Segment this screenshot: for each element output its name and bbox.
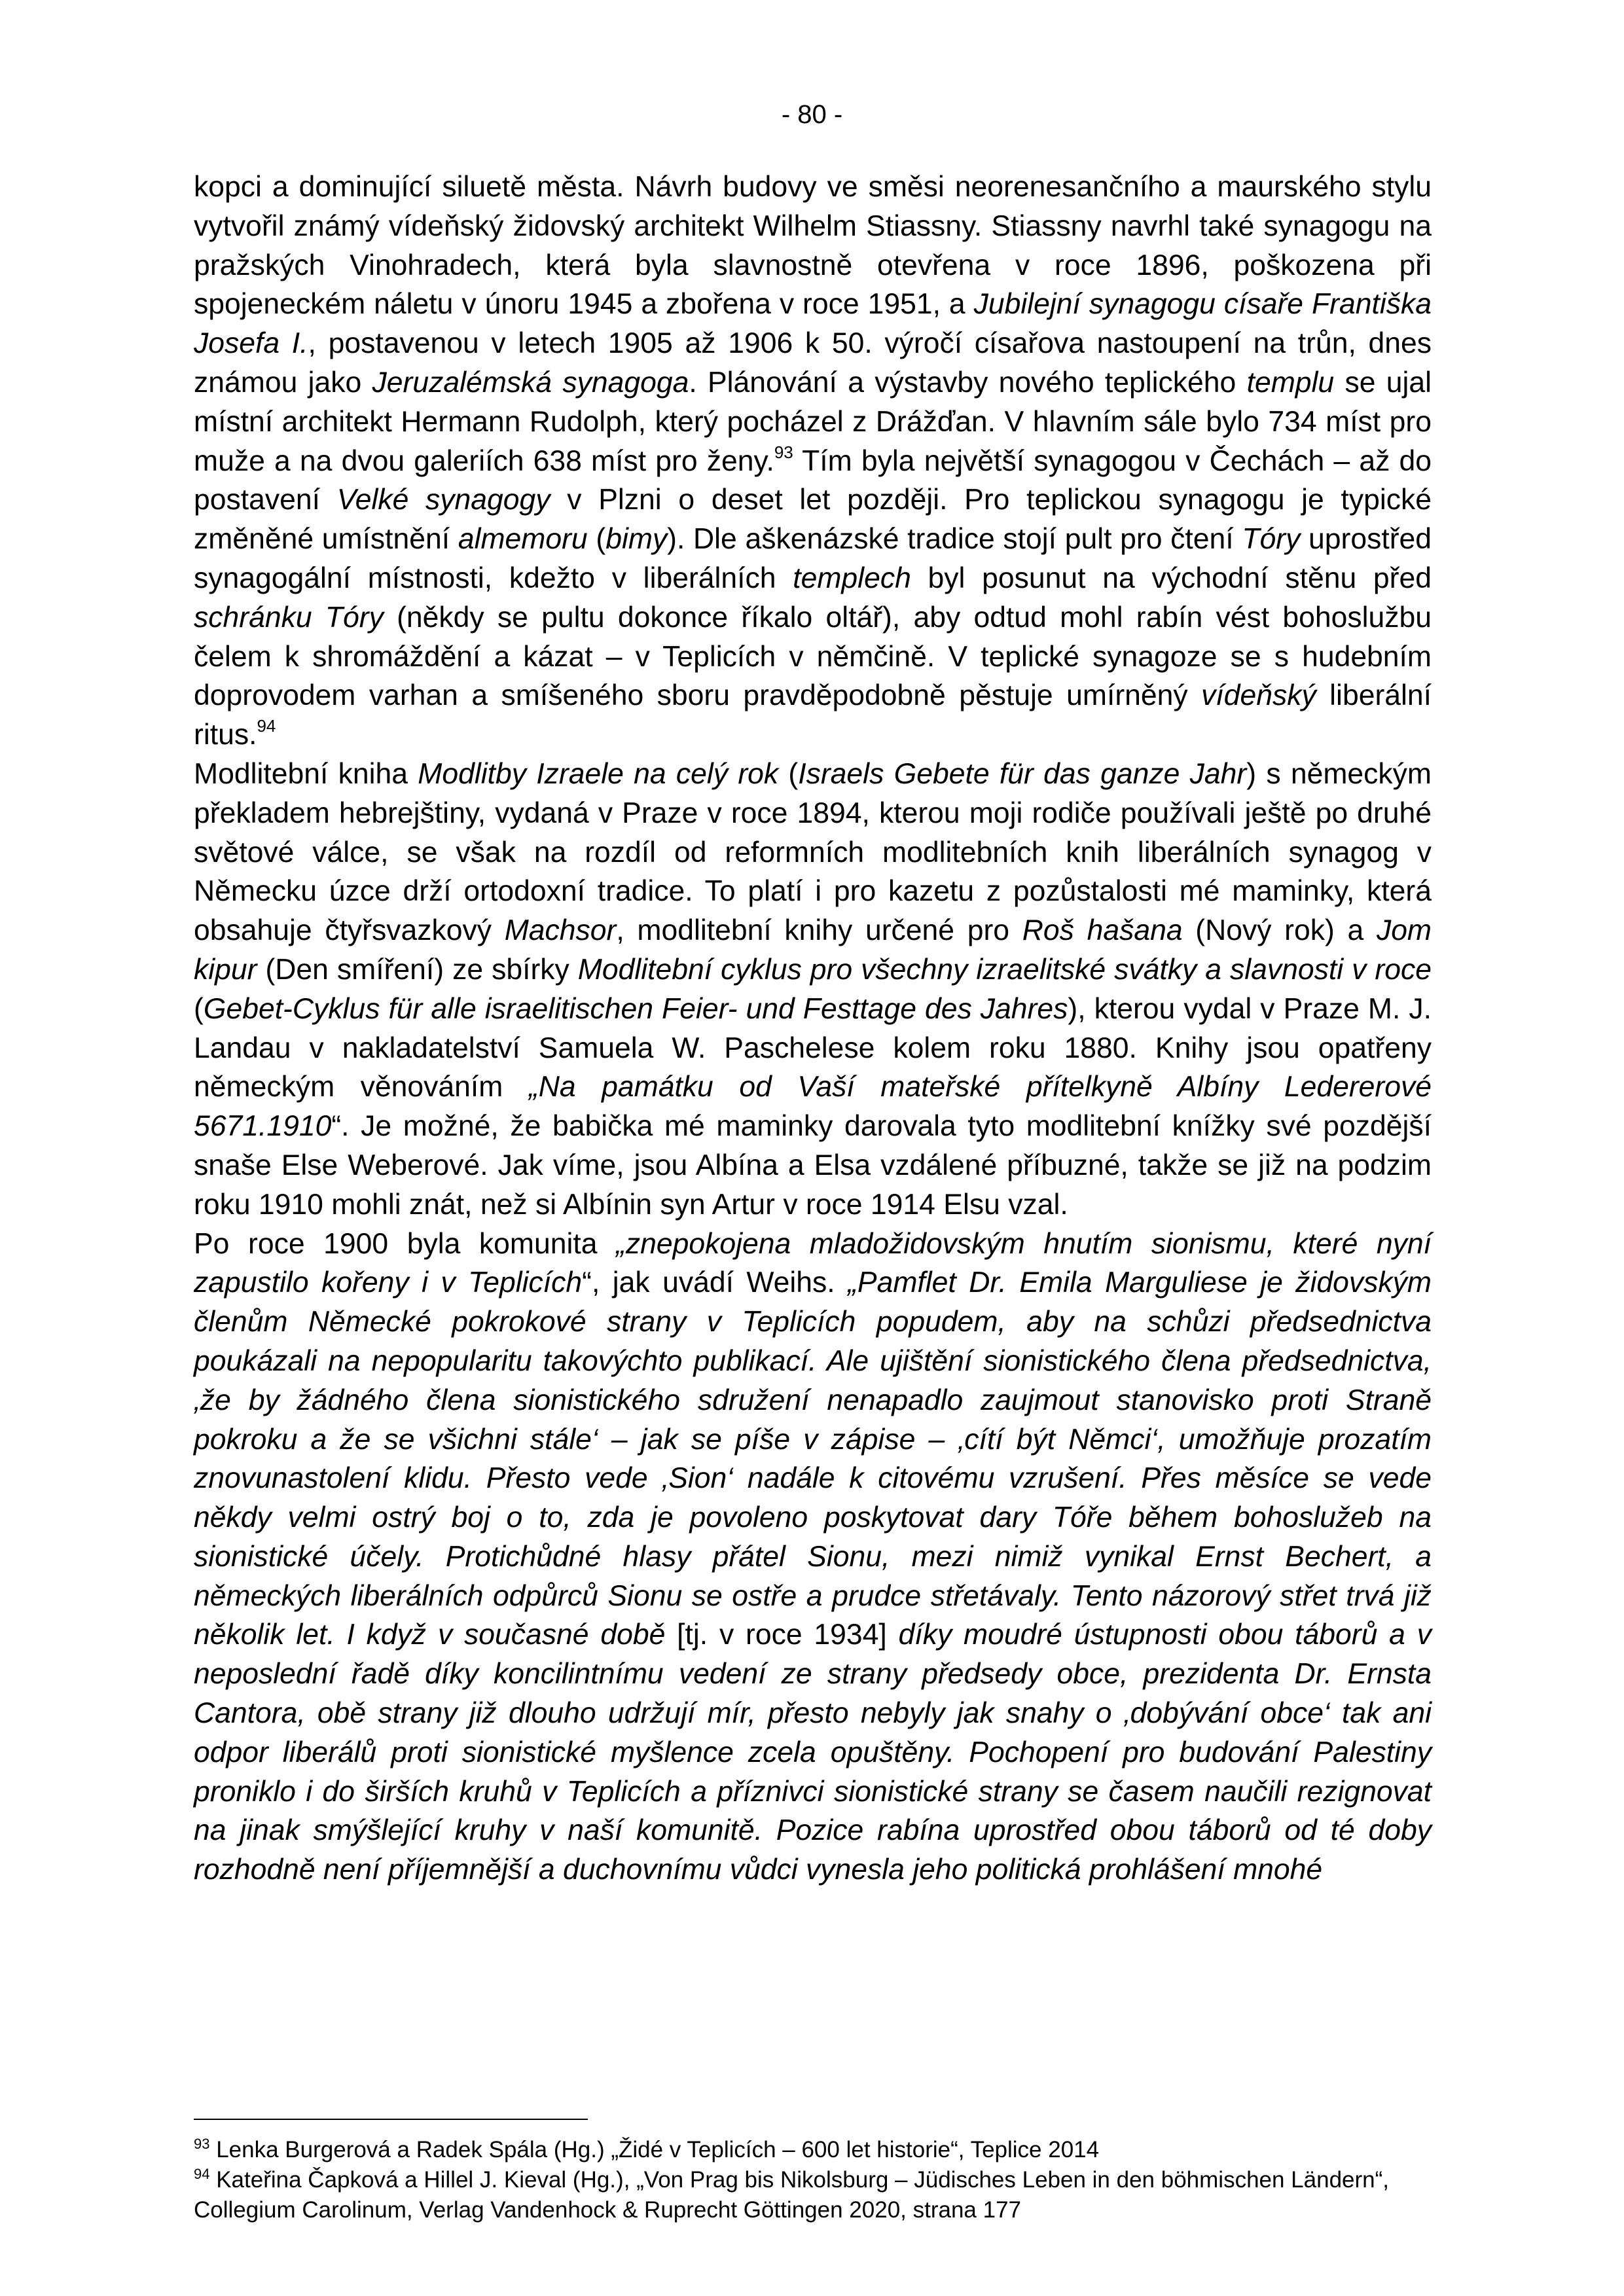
paragraph (194, 1225, 1432, 1890)
footnote-text: Lenka Burgerová a Radek Spála (Hg.) „Židé v Teplicích – 600 let historie“, Teplice 2014 (209, 2137, 1100, 2162)
paragraph (194, 168, 1432, 755)
text-run: “, jak uvádí Weihs. (582, 1266, 848, 1299)
text-run: ( (194, 992, 204, 1025)
text-run: v Plzni o deset let později. Pro teplickou synagogu je typické změněné umístnění (194, 484, 1432, 556)
paragraph (194, 755, 1432, 1225)
italic-run: Jom kipur (194, 914, 1432, 986)
footnote-mark: 93 (194, 2136, 210, 2152)
page-number: - 80 - (781, 100, 843, 129)
italic-run: Modlitby Izraele na celý rok (418, 757, 779, 790)
italic-run: Gebet-Cyklus für alle israelitischen Feier- und Festtage des Jahres (203, 992, 1068, 1025)
italic-run: templu (1246, 366, 1335, 399)
footnote (194, 2165, 1432, 2225)
text-run: Po roce 1900 byla komunita (194, 1227, 617, 1260)
footnote-mark: 94 (194, 2166, 210, 2182)
italic-run: bimy (605, 523, 668, 556)
text-run: ). Dle aškenázské tradice stojí pult pro čtení (667, 523, 1242, 556)
italic-run: „Pamflet Dr. Emila Marguliese je židovským členům Německé pokrokové strany v Teplicích popudem, aby na schůzi předsednictva poukázali na nepopularitu takovýchto publikací. Ale ujištění sionistického člena předsednictva, ‚že by žádného člena sionistického sdružení nenapadlo zaujmout stanovisko proti Straně pokroku a že se všichni stále‘ – jak se píše v zápise – ‚cítí být Němci‘, umožňuje prozatím znovunastolení klidu. Přesto vede ‚Sion‘ nadále k citovému vzrušení. Přes měsíce se vede někdy velmi ostrý boj o to, zda je povoleno poskytovat dary Tóře během bohoslužeb na sionistické účely. Protichůdné hlasy přátel Sionu, mezi nimiž vynikal Ernst Bechert, a německých liberálních odpůrců Sionu se ostře a prudce střetávaly. Tento názorový střet trvá již několik let. I když v současné době (194, 1266, 1432, 1651)
italic-run: díky moudré ústupnosti obou táborů a v neposlední řadě díky koncilintnímu vedení ze strany předsedy obce, prezidenta Dr. Ernsta Cantora, obě strany již dlouho udržují mír, přesto nebyly jak snahy o ‚dobývání obce‘ tak ani odpor liberálů proti sionistické myšlence zcela opuštěny. Pochopení pro budování Palestiny proniklo i do širších kruhů v Teplicích a příznivci sionistické strany se časem naučili rezignovat na jinak smýšlející kruhy v naší komunitě. Pozice rabína uprostřed obou táborů od té doby rozhodně není příjemnější a duchovnímu vůdci vynesla jeho politická prohlášení mnohé (194, 1619, 1432, 1886)
italic-run: Machsor (504, 914, 617, 947)
italic-run: schránku Tóry (194, 601, 384, 634)
italic-run: Tóry (1242, 523, 1301, 556)
footnote-reference: 94 (257, 716, 276, 736)
text-run: ) s německým překladem hebrejštiny, vydaná v Praze v roce 1894, kterou moji rodiče používali ještě po druhé světové válce, se však na rozdíl od reformních modlitebních knih liberálních synagog v Německu úzce drží ortodoxní tradice. To platí i pro kazetu z pozůstalosti mé maminky, která obsahuje čtyřsvazkový (194, 757, 1432, 947)
italic-run: Velké synagogy (336, 484, 550, 516)
text-run: ( (587, 523, 606, 556)
italic-run: templech (793, 562, 911, 594)
text-run: , modlitební knihy určené pro (616, 914, 1022, 947)
italic-run: Roš hašana (1022, 914, 1183, 947)
italic-run: Jubilejní synagogu císaře Františka Josefa I. (194, 288, 1432, 360)
text-run: Tím byla největší synagogou v Čechách – až do postavení (194, 444, 1432, 516)
italic-run: Modlitební cyklus pro všechny izraelitské svátky a slavnosti v roce (577, 953, 1432, 986)
body-text (194, 168, 1432, 1890)
italic-run: vídeňský (1201, 679, 1316, 712)
italic-run: Israels Gebete für das ganze Jahr (798, 757, 1247, 790)
footnotes (194, 2135, 1432, 2225)
italic-run: „znepokojena mladožidovským hnutím sionismu, které nyní zapustilo kořeny i v Teplicích (194, 1227, 1432, 1299)
text-run: , postavenou v letech 1905 až 1906 k 50. výročí císařova nastoupení na trůn, dnes známou jako (194, 327, 1432, 399)
italic-run: Jeruzalémská synagoga (372, 366, 689, 399)
italic-run: „Na památku od Vaší mateřské přítelkyně Albíny Ledererové 5671.1910 (194, 1071, 1432, 1143)
footnote (194, 2135, 1432, 2165)
text-run: uprostřed synagogální místnosti, kdežto v liberálních (194, 523, 1432, 594)
footnote-text: Kateřina Čapková a Hillel J. Kieval (Hg.), „Von Prag bis Nikolsburg – Jüdisches Leben in den böhmischen Ländern“, Collegium Carolinum, Verlag Vandenhock & Ruprecht Göttingen 2020, strana 177 (194, 2167, 1390, 2223)
text-run: (Nový rok) a (1182, 914, 1377, 947)
text-run: liberální ritus. (194, 679, 1432, 751)
text-run: byl posunut na východní stěnu před (911, 562, 1432, 594)
text-run: Modlitební kniha (194, 757, 418, 790)
text-run: (Den smíření) ze sbírky (257, 953, 578, 986)
footnote-separator (194, 2119, 588, 2120)
footnote-reference: 93 (774, 442, 793, 462)
text-run: [tj. v roce 1934] (665, 1619, 899, 1651)
text-run: kopci a dominující siluetě města. Návrh budovy ve směsi neorenesančního a maurského stylu vytvořil známý vídeňský židovský architekt Wilhelm Stiassny. Stiassny navrhl také synagogu na pražských Vinohradech, která byla slavnostně otevřena v roce 1896, poškozena při spojeneckém náletu v únoru 1945 a zbořena v roce 1951, a (194, 171, 1432, 321)
text-run: (někdy se pultu dokonce říkalo oltář), aby odtud mohl rabín vést bohoslužbu čelem k shromáždění a kázat – v Teplicích v němčině. V teplické synagoze se s hudebním doprovodem varhan a smíšeného sboru pravděpodobně pěstuje umírněný (194, 601, 1432, 712)
text-run: ), kterou vydal v Praze M. J. Landau v nakladatelství Samuela W. Paschelese kolem roku 1880. Knihy jsou opatřeny německým věnováním (194, 992, 1432, 1103)
text-run: se ujal místní architekt Hermann Rudolph, který pocházel z Drážďan. V hlavním sále bylo 734 míst pro muže a na dvou galeriích 638 míst pro ženy. (194, 366, 1432, 477)
text-run: “. Je možné, že babička mé maminky darovala tyto modlitební knížky své pozdější snaše Else Weberové. Jak víme, jsou Albína a Elsa vzdálené příbuzné, takže se již na podzim roku 1910 mohli znát, než si Albínin syn Artur v roce 1914 Elsu vzal. (194, 1110, 1432, 1221)
text-run: ( (778, 757, 799, 790)
italic-run: almemoru (458, 523, 588, 556)
text-run: . Plánování a výstavby nového teplického (689, 366, 1247, 399)
